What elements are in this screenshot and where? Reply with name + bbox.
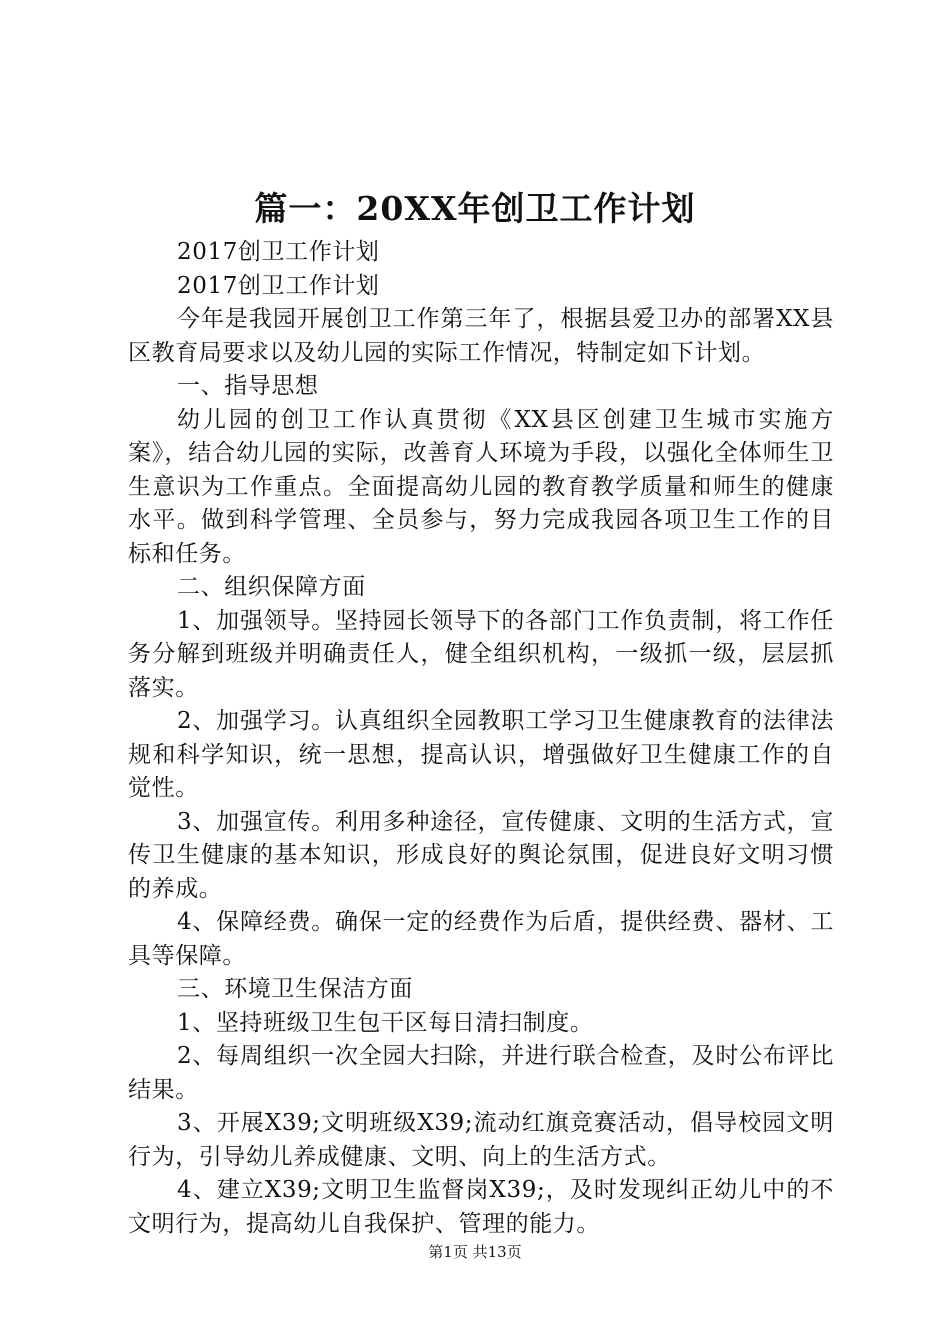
- paragraph: 2017创卫工作计划: [177, 272, 380, 299]
- paragraph: 2、加强学习。认真组织全园教职工学习卫生健康教育的法律法规和科学知识，统一思想，提高认识，增强做好卫生健康工作的自觉性。: [128, 708, 834, 801]
- document-body: [128, 236, 834, 1241]
- paragraph: 3、开展X39;文明班级X39;流动红旗竞赛活动，倡导校园文明行为，引导幼儿养成健康、文明、向上的生活方式。: [128, 1110, 834, 1170]
- section-heading: 三、环境卫生保洁方面: [177, 976, 413, 1002]
- section-heading: 一、指导思想: [177, 373, 319, 399]
- paragraph: 今年是我园开展创卫工作第三年了，根据县爱卫办的部署XX县区教育局要求以及幼儿园的实际工作情况，特制定如下计划。: [128, 306, 834, 366]
- paragraph: 4、保障经费。确保一定的经费作为后盾，提供经费、器材、工具等保障。: [128, 909, 834, 969]
- paragraph: 幼儿园的创卫工作认真贯彻《XX县区创建卫生城市实施方案》，结合幼儿园的实际，改善育人环境为手段，以强化全体师生卫生意识为工作重点。全面提高幼儿园的教育教学质量和师生的健康水平。做到科学管理、全员参与，努力完成我园各项卫生工作的目标和任务。: [128, 406, 834, 567]
- page-footer: 第1页 共13页: [428, 1243, 522, 1261]
- section-heading: 二、组织保障方面: [177, 574, 366, 600]
- paragraph: 3、加强宣传。利用多种途径，宣传健康、文明的生活方式，宣传卫生健康的基本知识，形成良好的舆论氛围，促进良好文明习惯的养成。: [128, 808, 834, 902]
- paragraph: 2、每周组织一次全园大扫除，并进行联合检查，及时公布评比结果。: [128, 1043, 834, 1103]
- paragraph: 1、坚持班级卫生包干区每日清扫制度。: [177, 1009, 594, 1036]
- paragraph: 4、建立X39;文明卫生监督岗X39;，及时发现纠正幼儿中的不文明行为，提高幼儿自我保护、管理的能力。: [128, 1177, 834, 1237]
- paragraph: 2017创卫工作计划: [177, 239, 380, 265]
- document-title: 篇一：20XX年创卫工作计划: [254, 189, 696, 228]
- paragraph: 1、加强领导。坚持园长领导下的各部门工作负责制，将工作任务分解到班级并明确责任人，健全组织机构，一级抓一级，层层抓落实。: [128, 607, 834, 701]
